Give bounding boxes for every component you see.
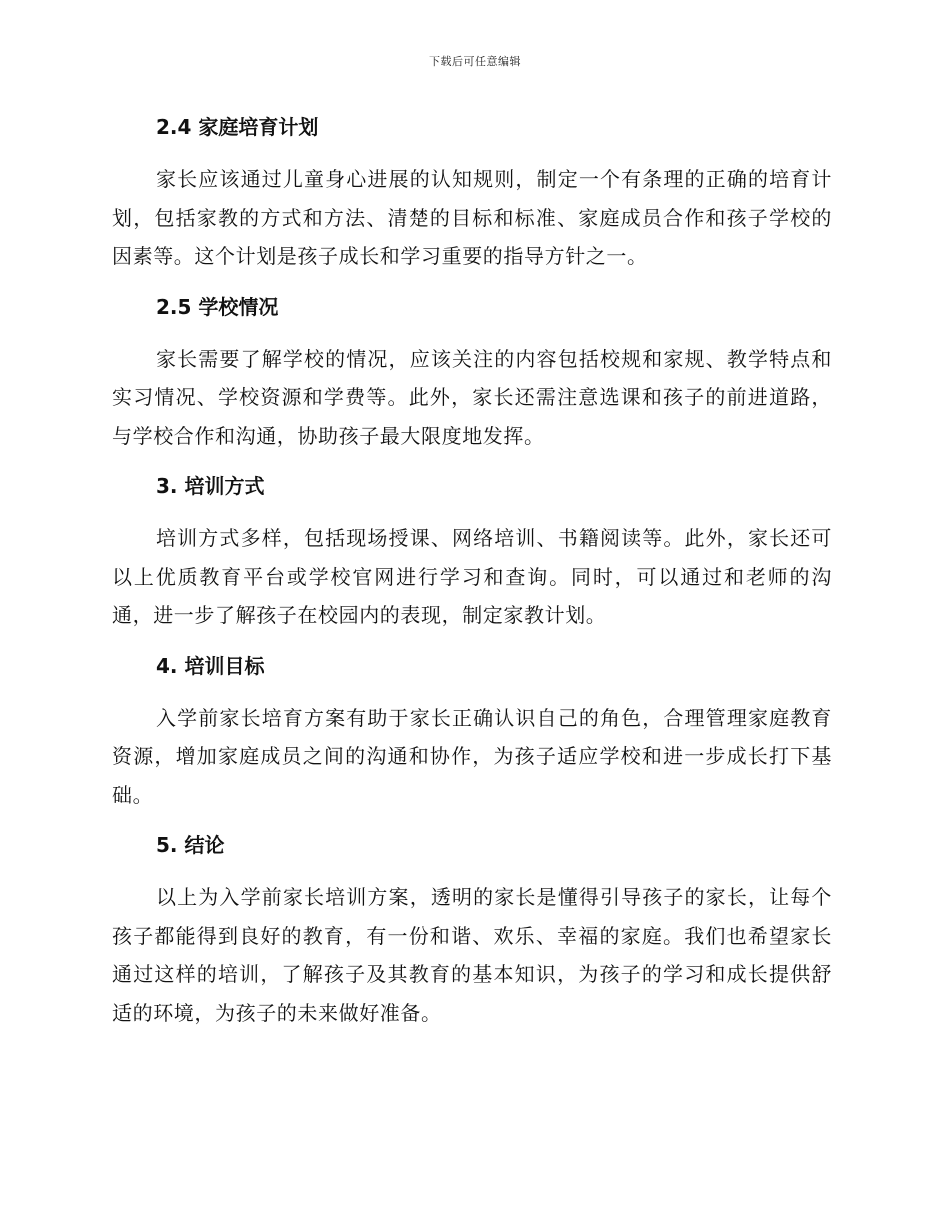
section-paragraph: 家长需要了解学校的情况，应该关注的内容包括校规和家规、教学特点和实习情况、学校资源和学费等。此外，家长还需注意选课和孩子的前进道路，与学校合作和沟通，协助孩子最大限度地发挥。 [112, 346, 832, 448]
section-paragraph: 家长应该通过儿童身心进展的认知规则，制定一个有条理的正确的培育计划，包括家教的方式和方法、清楚的目标和标准、家庭成员合作和孩子学校的因素等。这个计划是孩子成长和学习重要的指导方针之一。 [112, 167, 832, 268]
section-heading: 5. 结论 [156, 833, 225, 857]
section-training-methods [112, 471, 832, 635]
section-family-plan [112, 112, 832, 276]
section-training-goals [112, 651, 832, 815]
section-heading: 4. 培训目标 [156, 653, 265, 678]
section-heading: 2.5 学校情况 [156, 294, 279, 319]
section-paragraph: 入学前家长培育方案有助于家长正确认识自己的角色，合理管理家庭教育资源，增加家庭成员之间的沟通和协作，为孩子适应学校和进一步成长打下基础。 [112, 705, 832, 807]
section-heading: 3. 培训方式 [156, 474, 265, 498]
section-paragraph: 以上为入学前家长培训方案，透明的家长是懂得引导孩子的家长，让每个孩子都能得到良好的教育，有一份和谐、欢乐、幸福的家庭。我们也希望家长通过这样的培训，了解孩子及其教育的基本知识，为孩子的学习和成长提供舒适的环境，为孩子的未来做好准备。 [112, 885, 832, 1025]
section-conclusion [112, 830, 832, 1032]
section-heading: 2.4 家庭培育计划 [156, 115, 319, 139]
section-school-situation [112, 292, 832, 456]
header-note: 下载后可任意编辑 [429, 55, 521, 68]
section-paragraph: 培训方式多样，包括现场授课、网络培训、书籍阅读等。此外，家长还可以上优质教育平台或学校官网进行学习和查询。同时，可以通过和老师的沟通，进一步了解孩子在校园内的表现，制定家教计划。 [112, 526, 832, 627]
document-body [112, 112, 832, 1048]
